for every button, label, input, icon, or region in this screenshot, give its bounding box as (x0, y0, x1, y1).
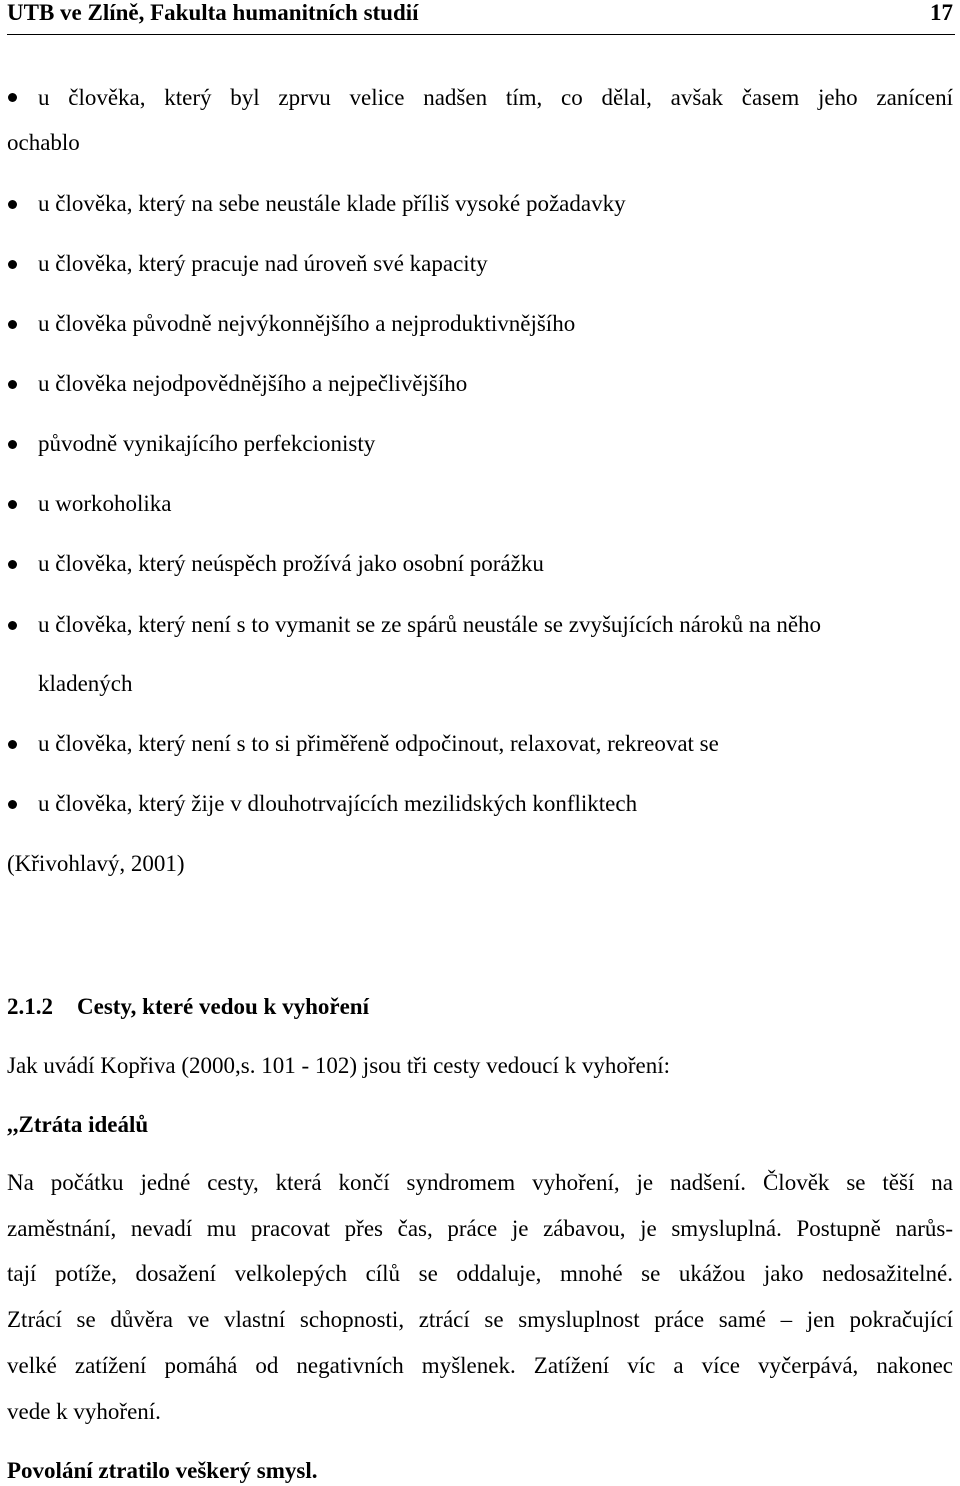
bullet-text: u člověka, který byl zprvu velice nadšen tím, co dělal, avšak časem jeho zanícení (38, 85, 953, 110)
page-number: 17 (930, 0, 953, 25)
header-title: UTB ve Zlíně, Fakulta humanitních studií (7, 0, 419, 25)
bullet-marker (8, 800, 17, 809)
paragraph-line: velké zatížení pomáhá od negativních myšlenek. Zatížení víc a více vyčerpává, nakonec (7, 1353, 953, 1378)
paragraph-line: tají potíže, dosažení velkolepých cílů se oddaluje, mnohé se ukážou jako nedosažitelné. (7, 1261, 953, 1286)
paragraph-line: Ztrácí se důvěra ve vlastní schopnosti, ztrácí se smysluplnost práce samé – jen pokračující (7, 1307, 953, 1332)
bullet-continuation: kladených (38, 671, 133, 696)
bullet-text: u člověka nejodpovědnějšího a nejpečlivějšího (38, 371, 468, 396)
section-number: 2.1.2 (7, 994, 53, 1019)
bullet-marker (8, 440, 17, 449)
bullet-text: u člověka, který neúspěch prožívá jako osobní porážku (38, 551, 544, 576)
bullet-text: u člověka, který na sebe neustále klade příliš vysoké požadavky (38, 191, 626, 216)
paragraph-line: Na počátku jedné cesty, která končí syndromem vyhoření, je nadšení. Člověk se těší na (7, 1170, 953, 1195)
closing-statement: Povolání ztratilo veškerý smysl. (7, 1458, 318, 1483)
bullet-text: u workoholika (38, 491, 172, 516)
bullet-text: u člověka, který není s to si přiměřeně odpočinout, relaxovat, rekreovat se (38, 731, 719, 756)
bullet-marker (8, 93, 17, 102)
bullet-marker (8, 500, 17, 509)
section-title: Cesty, které vedou k vyhoření (77, 994, 369, 1019)
paragraph-line: zaměstnání, nevadí mu pracovat přes čas, práce je zábavou, je smysluplná. Postupně narůs- (7, 1216, 953, 1241)
bullet-marker (8, 621, 17, 630)
bullet-marker (8, 560, 17, 569)
citation: (Křivohlavý, 2001) (7, 851, 185, 876)
section-heading (7, 992, 369, 1022)
bullet-text: u člověka, který není s to vymanit se ze spárů neustále se zvyšujících nároků na něho (38, 612, 822, 637)
bullet-text: původně vynikajícího perfekcionisty (38, 431, 376, 456)
bullet-text: u člověka, který pracuje nad úroveň své kapacity (38, 251, 488, 276)
bullet-marker (8, 380, 17, 389)
subheading: ,,Ztráta ideálů (7, 1112, 149, 1137)
page-header (7, 0, 955, 35)
paragraph-line: vede k vyhoření. (7, 1399, 161, 1424)
bullet-marker (8, 740, 17, 749)
bullet-marker (8, 200, 17, 209)
bullet-continuation: ochablo (7, 130, 80, 155)
bullet-text: u člověka původně nejvýkonnějšího a nejproduktivnějšího (38, 311, 576, 336)
bullet-marker (8, 320, 17, 329)
intro-text: Jak uvádí Kopřiva (2000,s. 101 - 102) jsou tři cesty vedoucí k vyhoření: (7, 1053, 671, 1078)
bullet-marker (8, 260, 17, 269)
bullet-text: u člověka, který žije v dlouhotrvajících mezilidských konfliktech (38, 791, 638, 816)
